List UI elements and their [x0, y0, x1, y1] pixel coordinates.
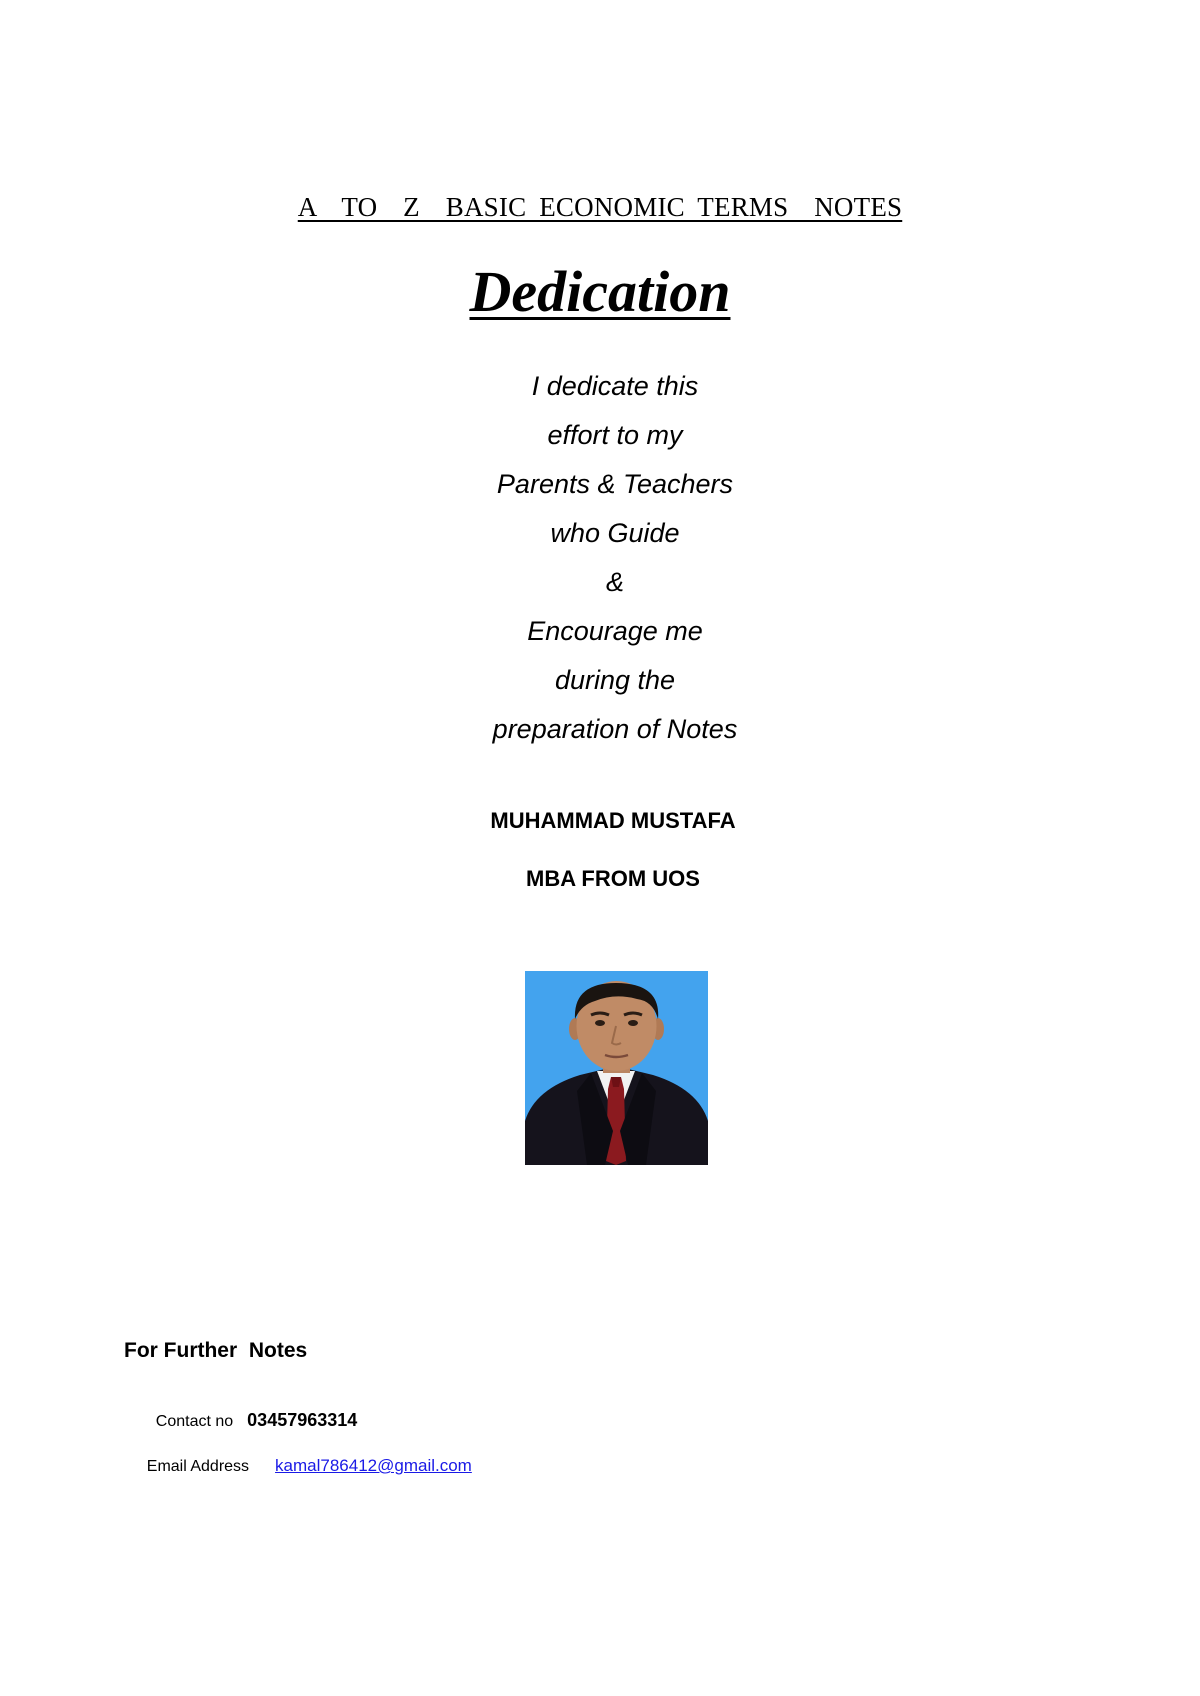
contact-phone: 03457963314: [247, 1410, 358, 1430]
email-label: Email Address: [146, 1458, 250, 1475]
author-name: MUHAMMAD MUSTAFA: [490, 808, 736, 833]
further-notes-heading: For Further Notes: [124, 1339, 308, 1362]
email-row: [129, 1438, 472, 1494]
document-title: A TO Z BASIC ECONOMIC TERMS NOTES: [297, 192, 903, 222]
dedication-line: Encourage me: [527, 616, 703, 646]
author-photo: [525, 971, 708, 1165]
dedication-line: I dedicate this: [531, 371, 699, 401]
dedication-heading: Dedication: [469, 259, 731, 324]
author-degree: MBA FROM UOS: [526, 866, 700, 891]
author-portrait-icon: [525, 971, 708, 1165]
dedication-text: [0, 362, 1200, 754]
dedication-line: who Guide: [550, 518, 680, 548]
email-link[interactable]: kamal786412@gmail.com: [275, 1456, 472, 1475]
dedication-line: preparation of Notes: [492, 714, 738, 744]
contact-label: Contact no: [155, 1413, 234, 1430]
dedication-line: during the: [554, 665, 676, 695]
dedication-line: effort to my: [547, 420, 683, 450]
dedication-line: &: [605, 567, 624, 597]
dedication-line: Parents & Teachers: [496, 469, 734, 499]
